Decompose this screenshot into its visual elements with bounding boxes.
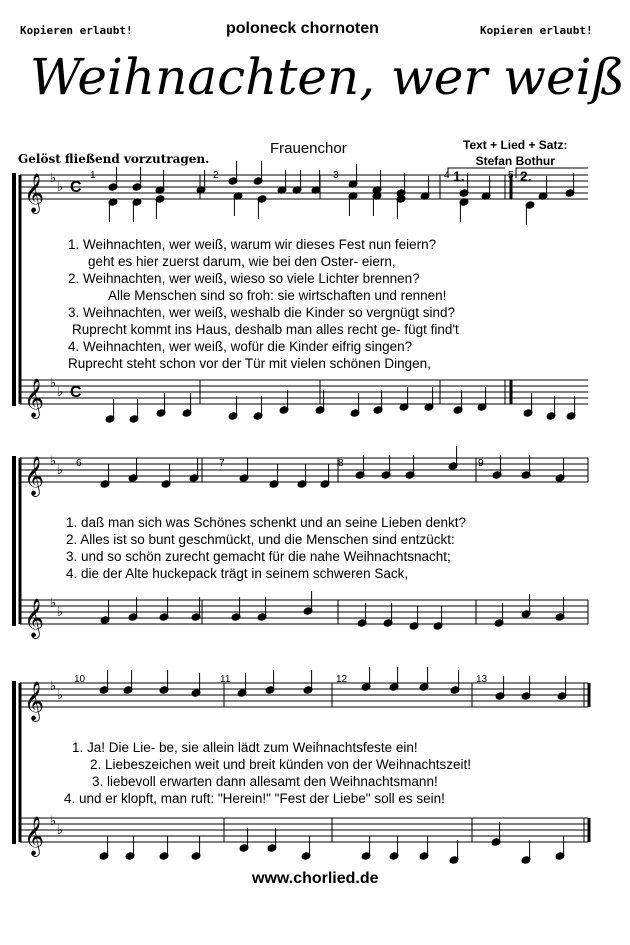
treble-clef-icon: 𝄞: [24, 379, 45, 417]
measure-number: 7: [219, 458, 225, 469]
flat-icon: ♭: [57, 604, 64, 619]
flat-icon: ♭: [50, 813, 57, 828]
flat-icon: ♭: [50, 453, 57, 468]
lyric-line: 2. Weihnachten, wer weiß, wieso so viele Lichter brennen?: [68, 271, 420, 286]
lyric-line: 1. daß man sich was Schönes schenkt und an seine Lieben denkt?: [66, 515, 467, 530]
copy-permission-left: Kopieren erlaubt!: [20, 24, 133, 37]
publisher-name: poloneck chornoten: [226, 20, 379, 37]
credits-author: Stefan Bothur: [475, 154, 555, 168]
measure-number: 10: [74, 674, 86, 685]
flat-icon: ♭: [50, 375, 57, 390]
flat-icon: ♭: [50, 170, 57, 185]
lyric-line: 1. Ja! Die Lie- be, sie allein lädt zum Weihnachtsfeste ein!: [72, 740, 418, 755]
flat-icon: ♭: [50, 595, 57, 610]
volta-label: 1.: [453, 168, 465, 184]
lyric-line: Ruprecht kommt ins Haus, deshalb man alles recht ge- fügt find't: [72, 322, 459, 337]
treble-clef-icon: 𝄞: [24, 682, 45, 720]
treble-clef-icon: 𝄞: [24, 174, 45, 212]
flat-icon: ♭: [57, 462, 64, 477]
flat-icon: ♭: [57, 179, 64, 194]
measure-number: 11: [220, 674, 231, 685]
measure-number: 6: [76, 458, 82, 469]
lyric-line: 4. die der Alte huckepack trägt in seinem schweren Sack,: [66, 566, 409, 581]
credits-role: Text + Lied + Satz:: [463, 138, 568, 152]
treble-clef-icon: 𝄞: [24, 457, 45, 495]
lyric-line: 3. liebevoll erwarten dann allesamt den Weihnachtsmann!: [92, 774, 438, 789]
measure-number: 13: [476, 674, 488, 685]
time-signature: C: [70, 179, 82, 196]
lyric-line: 1. Weihnachten, wer weiß, warum wir dieses Fest nun feiern?: [68, 237, 437, 252]
measure-number: 8: [338, 458, 344, 469]
lyric-line: 3. und so schön zurecht gemacht für die nahe Weihnachtsnacht;: [66, 549, 451, 564]
lyric-line: 4. Weihnachten, wer weiß, wofür die Kinder eifrig singen?: [68, 339, 413, 354]
flat-icon: ♭: [57, 384, 64, 399]
measure-number: 9: [478, 458, 484, 469]
treble-clef-icon: 𝄞: [24, 599, 45, 637]
measure-number: 2: [213, 170, 219, 181]
measure-number: 4: [444, 170, 450, 181]
measure-number: 5: [508, 170, 514, 181]
song-title: Weihnachten, wer weiß: [30, 48, 625, 106]
copy-permission-right: Kopieren erlaubt!: [480, 24, 593, 37]
lyric-line: 2. Alles ist so bunt geschmückt, und die Menschen sind entzückt:: [66, 532, 455, 547]
tempo-marking: Gelöst fließend vorzutragen.: [18, 152, 210, 166]
measure-number: 12: [336, 674, 348, 685]
lyric-line: Ruprecht steht schon vor der Tür mit vielen schönen Dingen,: [68, 356, 431, 371]
treble-clef-icon: 𝄞: [24, 817, 45, 855]
time-signature: C: [70, 384, 82, 401]
lyric-line: 3. Weihnachten, wer weiß, weshalb die Kinder so vergnügt sind?: [68, 305, 455, 320]
lyric-line: geht es hier zuerst darum, wie bei den Oster- eiern,: [88, 254, 396, 269]
choir-type: Frauenchor: [270, 140, 347, 157]
lyric-line: 2. Liebeszeichen weit und breit künden von der Weihnachtszeit!: [90, 757, 471, 772]
lyric-line: Alle Menschen sind so froh: sie wirtschaften und rennen!: [108, 288, 447, 303]
volta-label: 2.: [520, 168, 532, 184]
flat-icon: ♭: [57, 687, 64, 702]
measure-number: 1: [90, 170, 96, 181]
flat-icon: ♭: [50, 678, 57, 693]
flat-icon: ♭: [57, 822, 64, 837]
lyric-line: 4. und er klopft, man ruft: "Herein!" "Fest der Liebe" soll es sein!: [64, 791, 445, 806]
website-link[interactable]: www.chorlied.de: [252, 870, 379, 887]
measure-number: 3: [333, 170, 339, 181]
